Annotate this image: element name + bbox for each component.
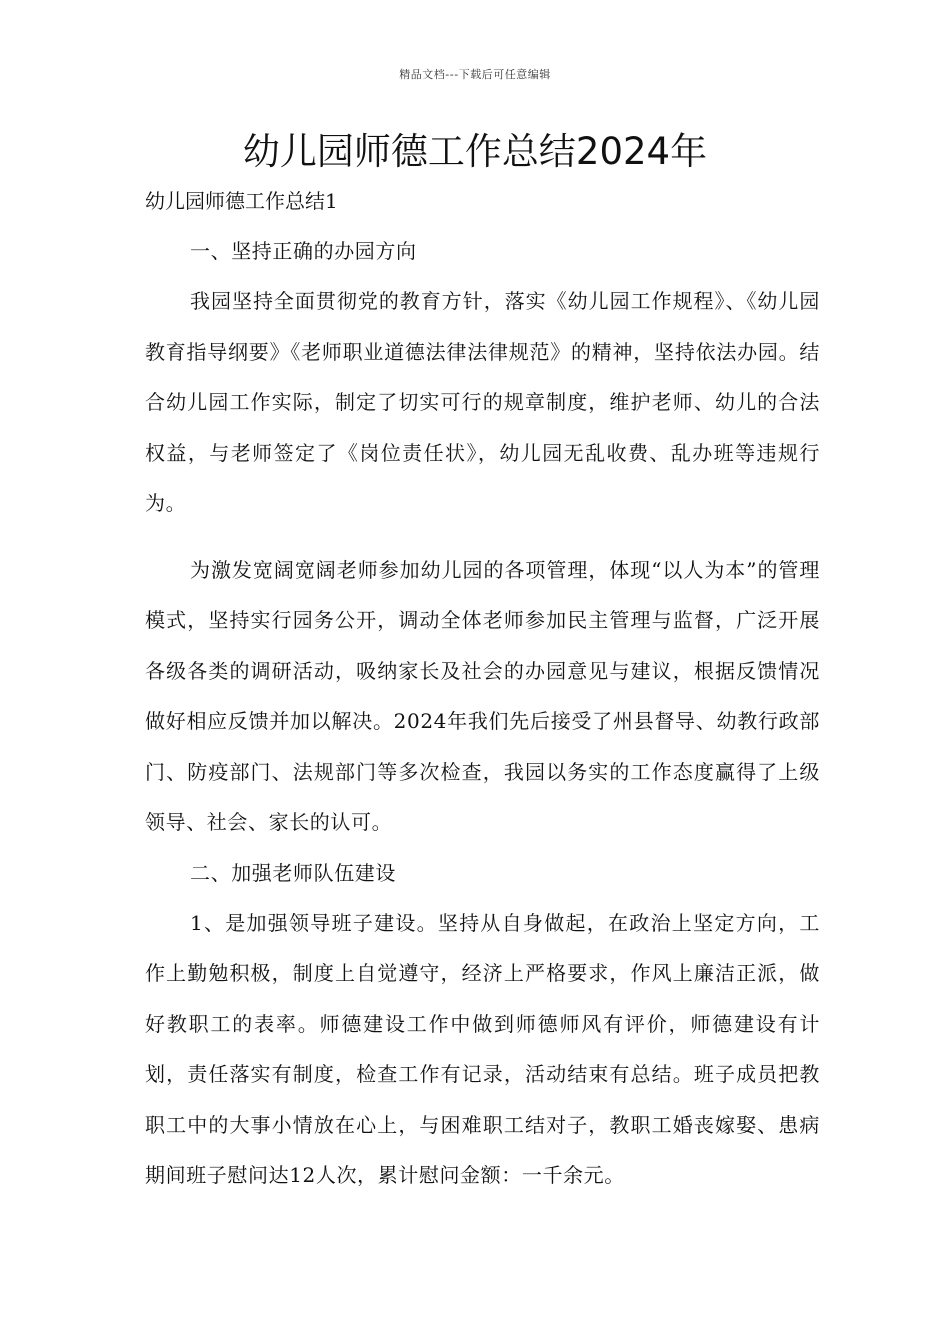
section-heading: 一、坚持正确的办园方向 — [190, 239, 417, 263]
document-subtitle: 幼儿园师德工作总结1 — [145, 189, 338, 213]
paragraph: 我园坚持全面贯彻党的教育方针，落实《幼儿园工作规程》、《幼儿园教育指导纲要》《老师职业道德法律法律规范》的精神，坚持依法办园。结合幼儿园工作实际，制定了切实可行的规章制度，维护老师、幼儿的合法权益，与老师签定了《岗位责任状》，幼儿园无乱收费、乱办班等违规行为。 — [145, 289, 820, 515]
header-note: 精品文档---下载后可任意编辑 — [399, 68, 551, 81]
document-body — [145, 234, 820, 1201]
section-heading: 二、加强老师队伍建设 — [190, 860, 396, 885]
paragraph: 1、是加强领导班子建设。坚持从自身做起，在政治上坚定方向，工作上勤勉积极，制度上自觉遵守，经济上严格要求，作风上廉洁正派，做好教职工的表率。师德建设工作中做到师德师风有评价，师德建设有计划，责任落实有制度，检查工作有记录，活动结束有总结。班子成员把教职工中的大事小情放在心上，与困难职工结对子，教职工婚丧嫁娶、患病期间班子慰问达12人次，累计慰问金额：一千余元。 — [145, 910, 820, 1187]
document-title: 幼儿园师德工作总结2024年 — [242, 130, 708, 173]
paragraph: 为激发宽阔宽阔老师参加幼儿园的各项管理，体现“以人为本”的管理模式，坚持实行园务公开，调动全体老师参加民主管理与监督，广泛开展各级各类的调研活动，吸纳家长及社会的办园意见与建议，根据反馈情况做好相应反馈并加以解决。2024年我们先后接受了州县督导、幼教行政部门、防疫部门、法规部门等多次检查，我园以务实的工作态度赢得了上级领导、社会、家长的认可。 — [145, 557, 820, 834]
